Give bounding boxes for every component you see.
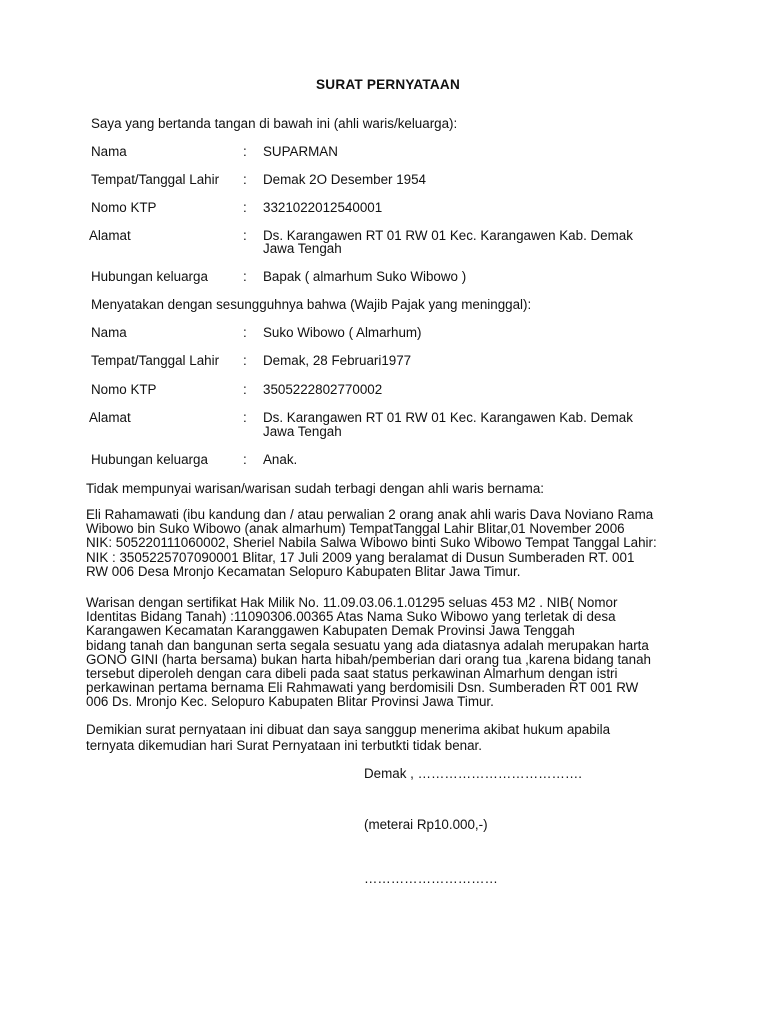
field-colon: :	[243, 200, 247, 215]
field-label: Nama	[91, 325, 127, 340]
field-value: Ds. Karangawen RT 01 RW 01 Kec. Karangawen Kab. Demak	[263, 410, 633, 425]
field-label: Alamat	[89, 410, 131, 425]
field-colon: :	[243, 144, 247, 159]
field-colon: :	[243, 452, 247, 467]
inheritance-intro: Tidak mempunyai warisan/warisan sudah terbagi dengan ahli waris bernama:	[86, 481, 545, 496]
field-label: Nama	[91, 144, 127, 159]
stamp-placeholder: (meterai Rp10.000,-)	[364, 817, 488, 832]
property-paragraph: Warisan dengan sertifikat Hak Milik No. 11.09.03.06.1.01295 seluas 453 M2 . NIB( Nomor Identitas Bidang Tanah) :11090306.00365 Atas Nama Suko Wibowo yang terletak di desa Karangawen Kecamatan Karanggawen Kabupaten Demak Provinsi Jawa Tenggah bidang tanah dan bangunan serta segala sesuatu yang ada diatasnya adalah merupakan harta GONO GINI (harta bersama) bukan harta hibah/pemberian dari orang tua ,karena bidang tanah tersebut diperoleh dengan cara dibeli pada saat status perkawinan Almarhum dengan istri perkawinan pertama bernama Eli Rahmawati yang berdomisili Dsn. Sumberaden RT 001 RW 006 Ds. Mronjo Kec. Selopuro Kabupaten Blitar Provinsi Jawa Timur.	[86, 595, 651, 710]
field-label: Hubungan keluarga	[91, 452, 208, 467]
field-colon: :	[243, 410, 247, 425]
field-colon: :	[243, 325, 247, 340]
field-label: Nomo KTP	[91, 200, 157, 215]
field-colon: :	[243, 172, 247, 187]
field-value: 3321022012540001	[263, 200, 383, 215]
place-date-line: Demak , ……………………………….	[364, 766, 582, 781]
field-value-continued: Jawa Tengah	[263, 424, 342, 439]
field-label: Tempat/Tanggal Lahir	[91, 172, 220, 187]
field-colon: :	[243, 353, 247, 368]
field-value: Suko Wibowo ( Almarhum)	[263, 325, 422, 340]
field-value: SUPARMAN	[263, 144, 338, 159]
field-value-continued: Jawa Tengah	[263, 241, 342, 256]
signature-name-line: …………………………	[364, 871, 498, 886]
field-label: Nomo KTP	[91, 382, 157, 397]
field-colon: :	[243, 269, 247, 284]
field-colon: :	[243, 382, 247, 397]
field-colon: :	[243, 228, 247, 243]
field-value: Ds. Karangawen RT 01 RW 01 Kec. Karangawen Kab. Demak	[263, 228, 633, 243]
field-value: Demak 2O Desember 1954	[263, 172, 426, 187]
document-title: SURAT PERNYATAAN	[316, 77, 460, 92]
field-label: Tempat/Tanggal Lahir	[91, 353, 220, 368]
statement-intro: Menyatakan dengan sesungguhnya bahwa (Wajib Pajak yang meninggal):	[91, 297, 532, 312]
field-label: Hubungan keluarga	[91, 269, 208, 284]
field-value: Demak, 28 Februari1977	[263, 353, 412, 368]
field-value: Anak.	[263, 452, 298, 467]
closing-paragraph: Demikian surat pernyataan ini dibuat dan saya sanggup menerima akibat hukum apabila ternyata dikemudian hari Surat Pernyataan ini terbutkti tidak benar.	[86, 722, 611, 753]
field-label: Alamat	[89, 228, 131, 243]
intro-text: Saya yang bertanda tangan di bawah ini (ahli waris/keluarga):	[91, 116, 458, 131]
heirs-paragraph: Eli Rahamawati (ibu kandung dan / atau perwalian 2 orang anak ahli waris Dava Noviano Rama Wibowo bin Suko Wibowo (anak almarhum) TempatTanggal Lahir Blitar,01 November 2006 NIK: 505220111060002, Sheriel Nabila Salwa Wibowo binti Suko Wibowo Tempat Tanggal Lahir: NIK : 3505225707090001 Blitar, 17 Juli 2009 yang beralamat di Dusun Sumberaden RT. 001 RW 006 Desa Mronjo Kecamatan Selopuro Kabupaten Blitar Jawa Timur.	[86, 507, 657, 579]
field-value: 3505222802770002	[263, 382, 383, 397]
field-value: Bapak ( almarhum Suko Wibowo )	[263, 269, 467, 284]
